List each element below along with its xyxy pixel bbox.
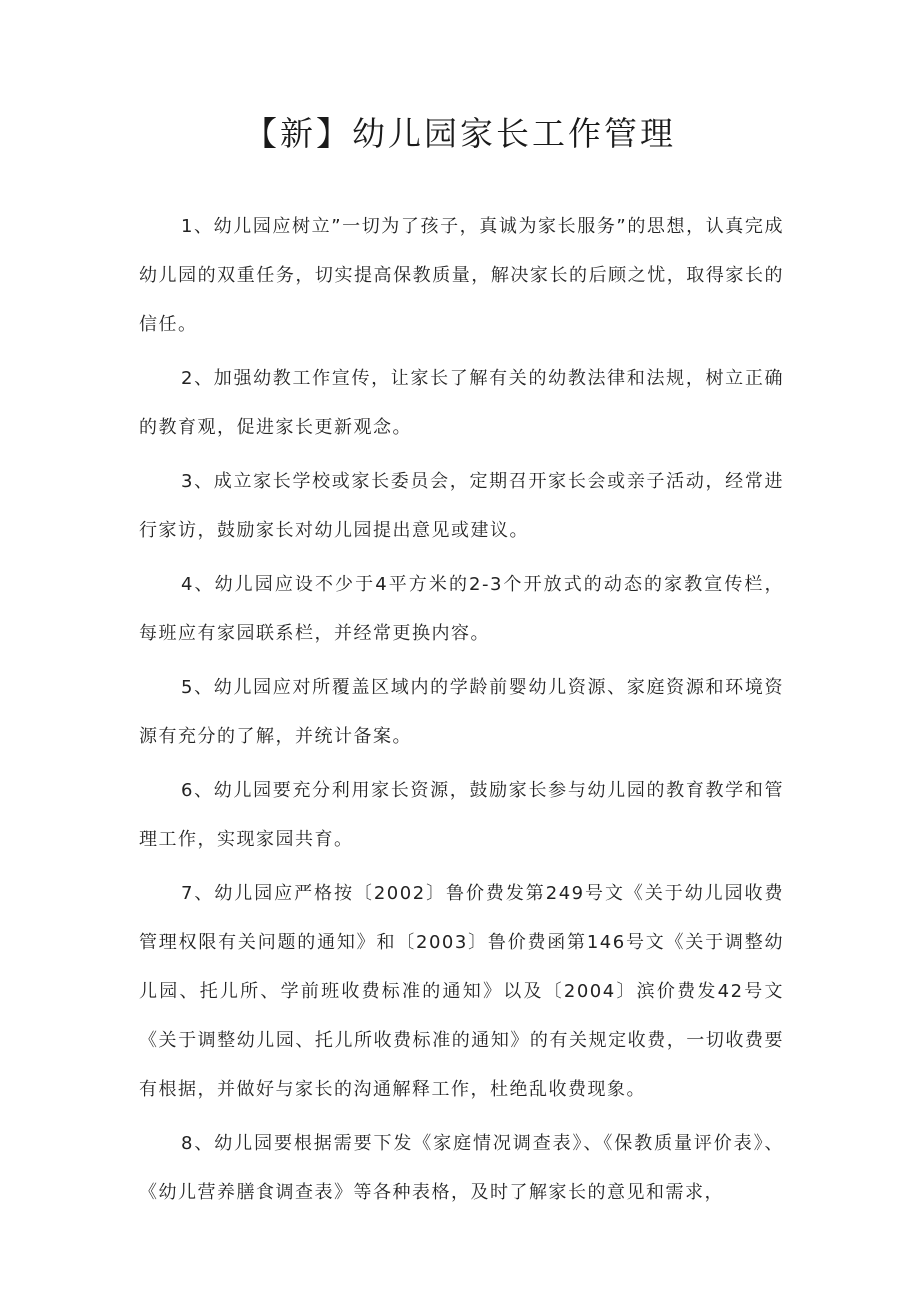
paragraph-3: 3、成立家长学校或家长委员会，定期召开家长会或亲子活动，经常进行家访，鼓励家长对幼儿园提出意见或建议。 — [139, 471, 784, 541]
paragraph-4: 4、幼儿园应设不少于4平方米的2-3个开放式的动态的家教宣传栏，每班应有家园联系栏，并经常更换内容。 — [139, 574, 784, 644]
paragraph-6: 6、幼儿园要充分利用家长资源，鼓励家长参与幼儿园的教育教学和管理工作，实现家园共育。 — [139, 780, 784, 850]
document-body — [139, 202, 784, 1222]
paragraph-8: 8、幼儿园要根据需要下发《家庭情况调查表》、《保教质量评价表》、《幼儿营养膳食调查表》等各种表格，及时了解家长的意见和需求， — [139, 1133, 784, 1203]
paragraph-5: 5、幼儿园应对所覆盖区域内的学龄前婴幼儿资源、家庭资源和环境资源有充分的了解，并统计备案。 — [139, 677, 784, 747]
paragraph-7: 7、幼儿园应严格按〔2002〕鲁价费发第249号文《关于幼儿园收费管理权限有关问题的通知》和〔2003〕鲁价费函第146号文《关于调整幼儿园、托儿所、学前班收费标准的通知》以及〔2004〕滨价费发42号文《关于调整幼儿园、托儿所收费标准的通知》的有关规定收费，一切收费要有根据，并做好与家长的沟通解释工作，杜绝乱收费现象。 — [139, 883, 784, 1100]
document-title: 【新】幼儿园家长工作管理 — [244, 114, 676, 153]
paragraph-2: 2、加强幼教工作宣传，让家长了解有关的幼教法律和法规，树立正确的教育观，促进家长更新观念。 — [139, 368, 784, 438]
paragraph-1: 1、幼儿园应树立”一切为了孩子，真诚为家长服务”的思想，认真完成幼儿园的双重任务，切实提高保教质量，解决家长的后顾之忧，取得家长的信任。 — [139, 216, 784, 335]
